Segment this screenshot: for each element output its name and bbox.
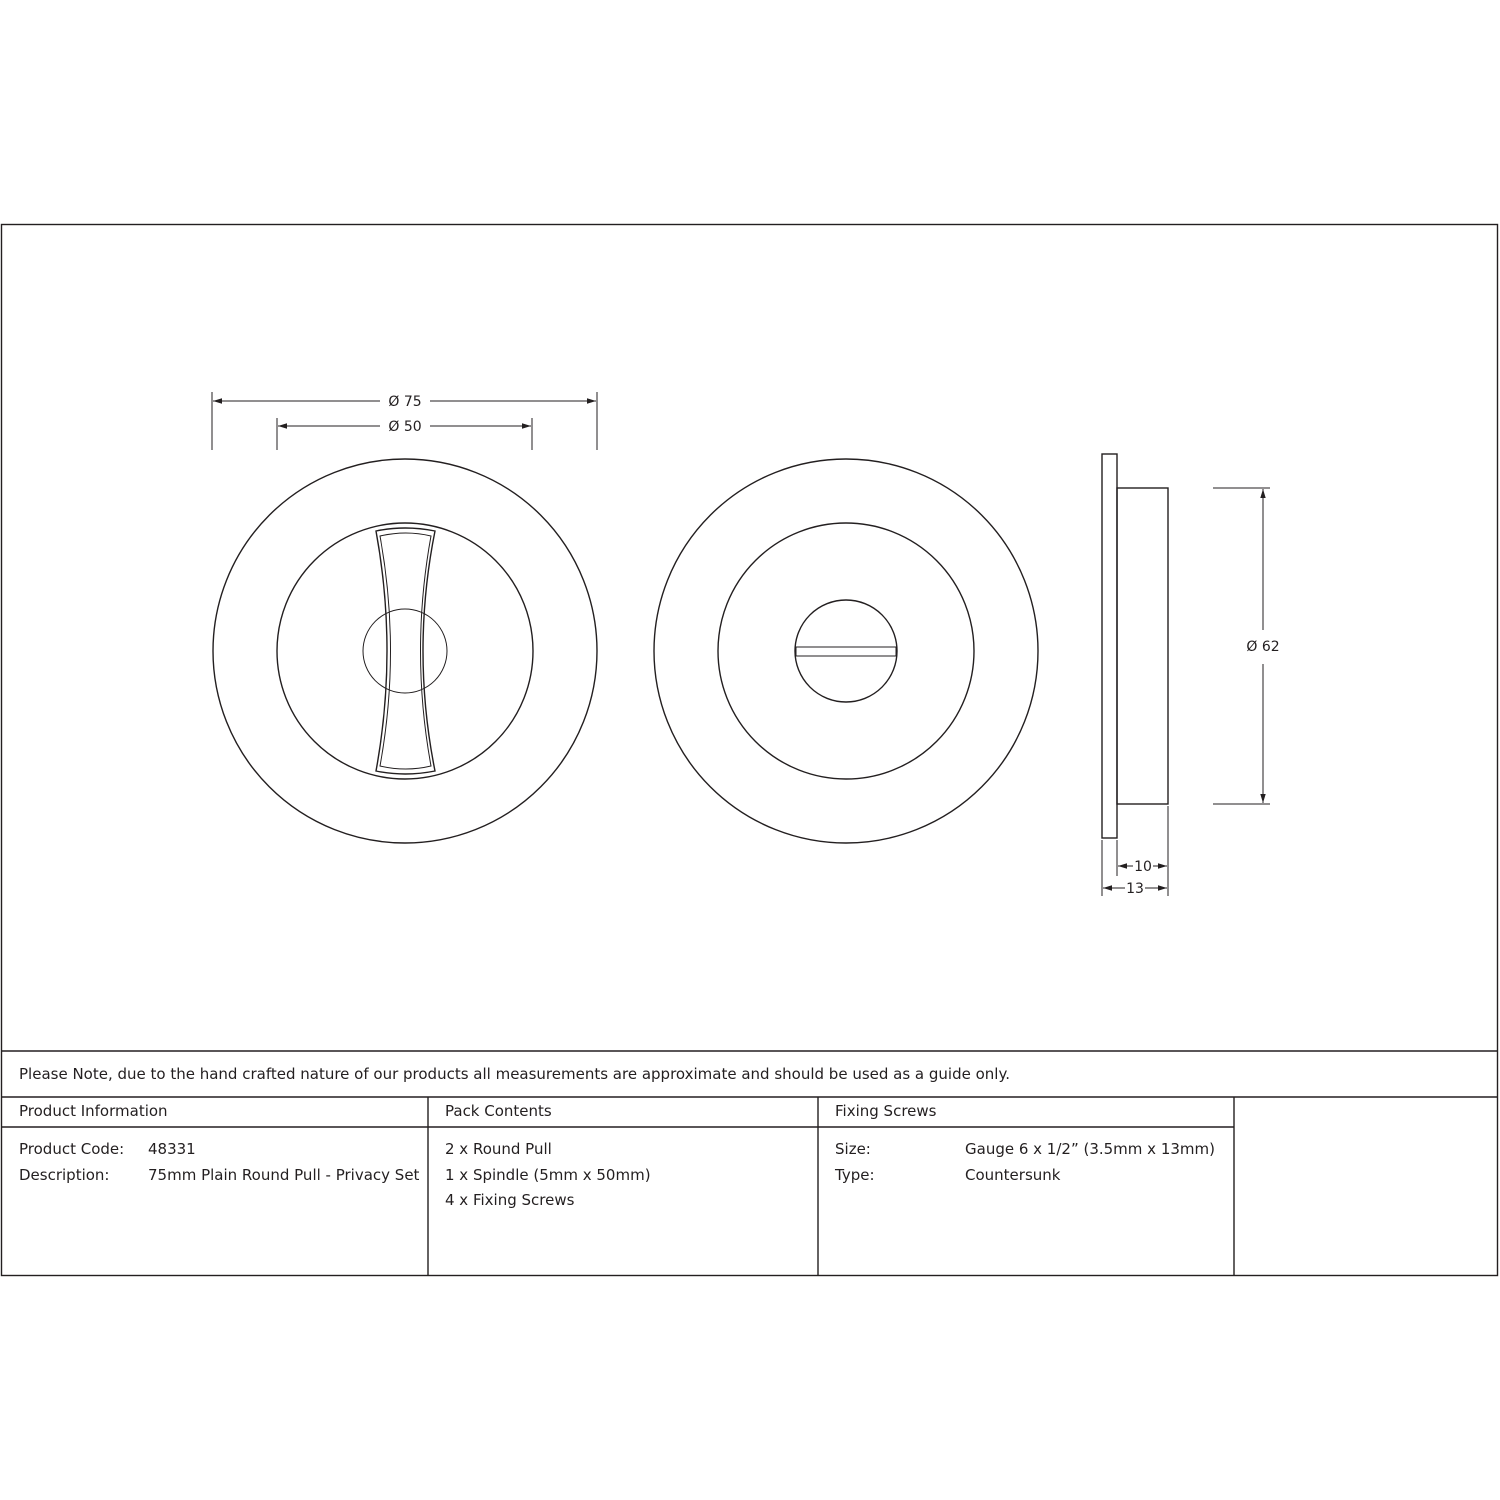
product-code-label: Product Code: [19, 1140, 125, 1158]
flush-height-label: Ø 62 [1246, 639, 1280, 655]
screw-type-value: Countersunk [965, 1166, 1061, 1184]
dimension-depths [1102, 806, 1168, 897]
dimension-inner-diameter [277, 418, 532, 450]
pack-item: 4 x Fixing Screws [445, 1191, 575, 1209]
outer-diameter-label: Ø 75 [388, 394, 422, 410]
measurement-note: Please Note, due to the hand crafted nature of our products all measurements are approximate and should be used as a guide only. [19, 1065, 1010, 1083]
side-view [1102, 454, 1168, 838]
overall-depth-label: 13 [1126, 881, 1144, 897]
pack-contents-heading: Pack Contents [445, 1102, 552, 1120]
description-label: Description: [19, 1166, 110, 1184]
pack-item: 1 x Spindle (5mm x 50mm) [445, 1166, 651, 1184]
drawing-frame [2, 225, 1498, 1276]
screw-type-label: Type: [835, 1166, 875, 1184]
screw-size-label: Size: [835, 1140, 871, 1158]
description-value: 75mm Plain Round Pull - Privacy Set [148, 1166, 420, 1184]
screw-size-value: Gauge 6 x 1/2” (3.5mm x 13mm) [965, 1140, 1215, 1158]
inner-diameter-label: Ø 50 [388, 419, 422, 435]
body-depth-label: 10 [1134, 859, 1152, 875]
product-info-heading: Product Information [19, 1102, 168, 1120]
pack-item: 2 x Round Pull [445, 1140, 552, 1158]
dimension-flush-height [1213, 488, 1280, 804]
product-code-value: 48331 [148, 1140, 196, 1158]
fixing-screws-heading: Fixing Screws [835, 1102, 937, 1120]
front-view-turn-knob [213, 459, 597, 843]
front-view-emergency-release [654, 459, 1038, 843]
